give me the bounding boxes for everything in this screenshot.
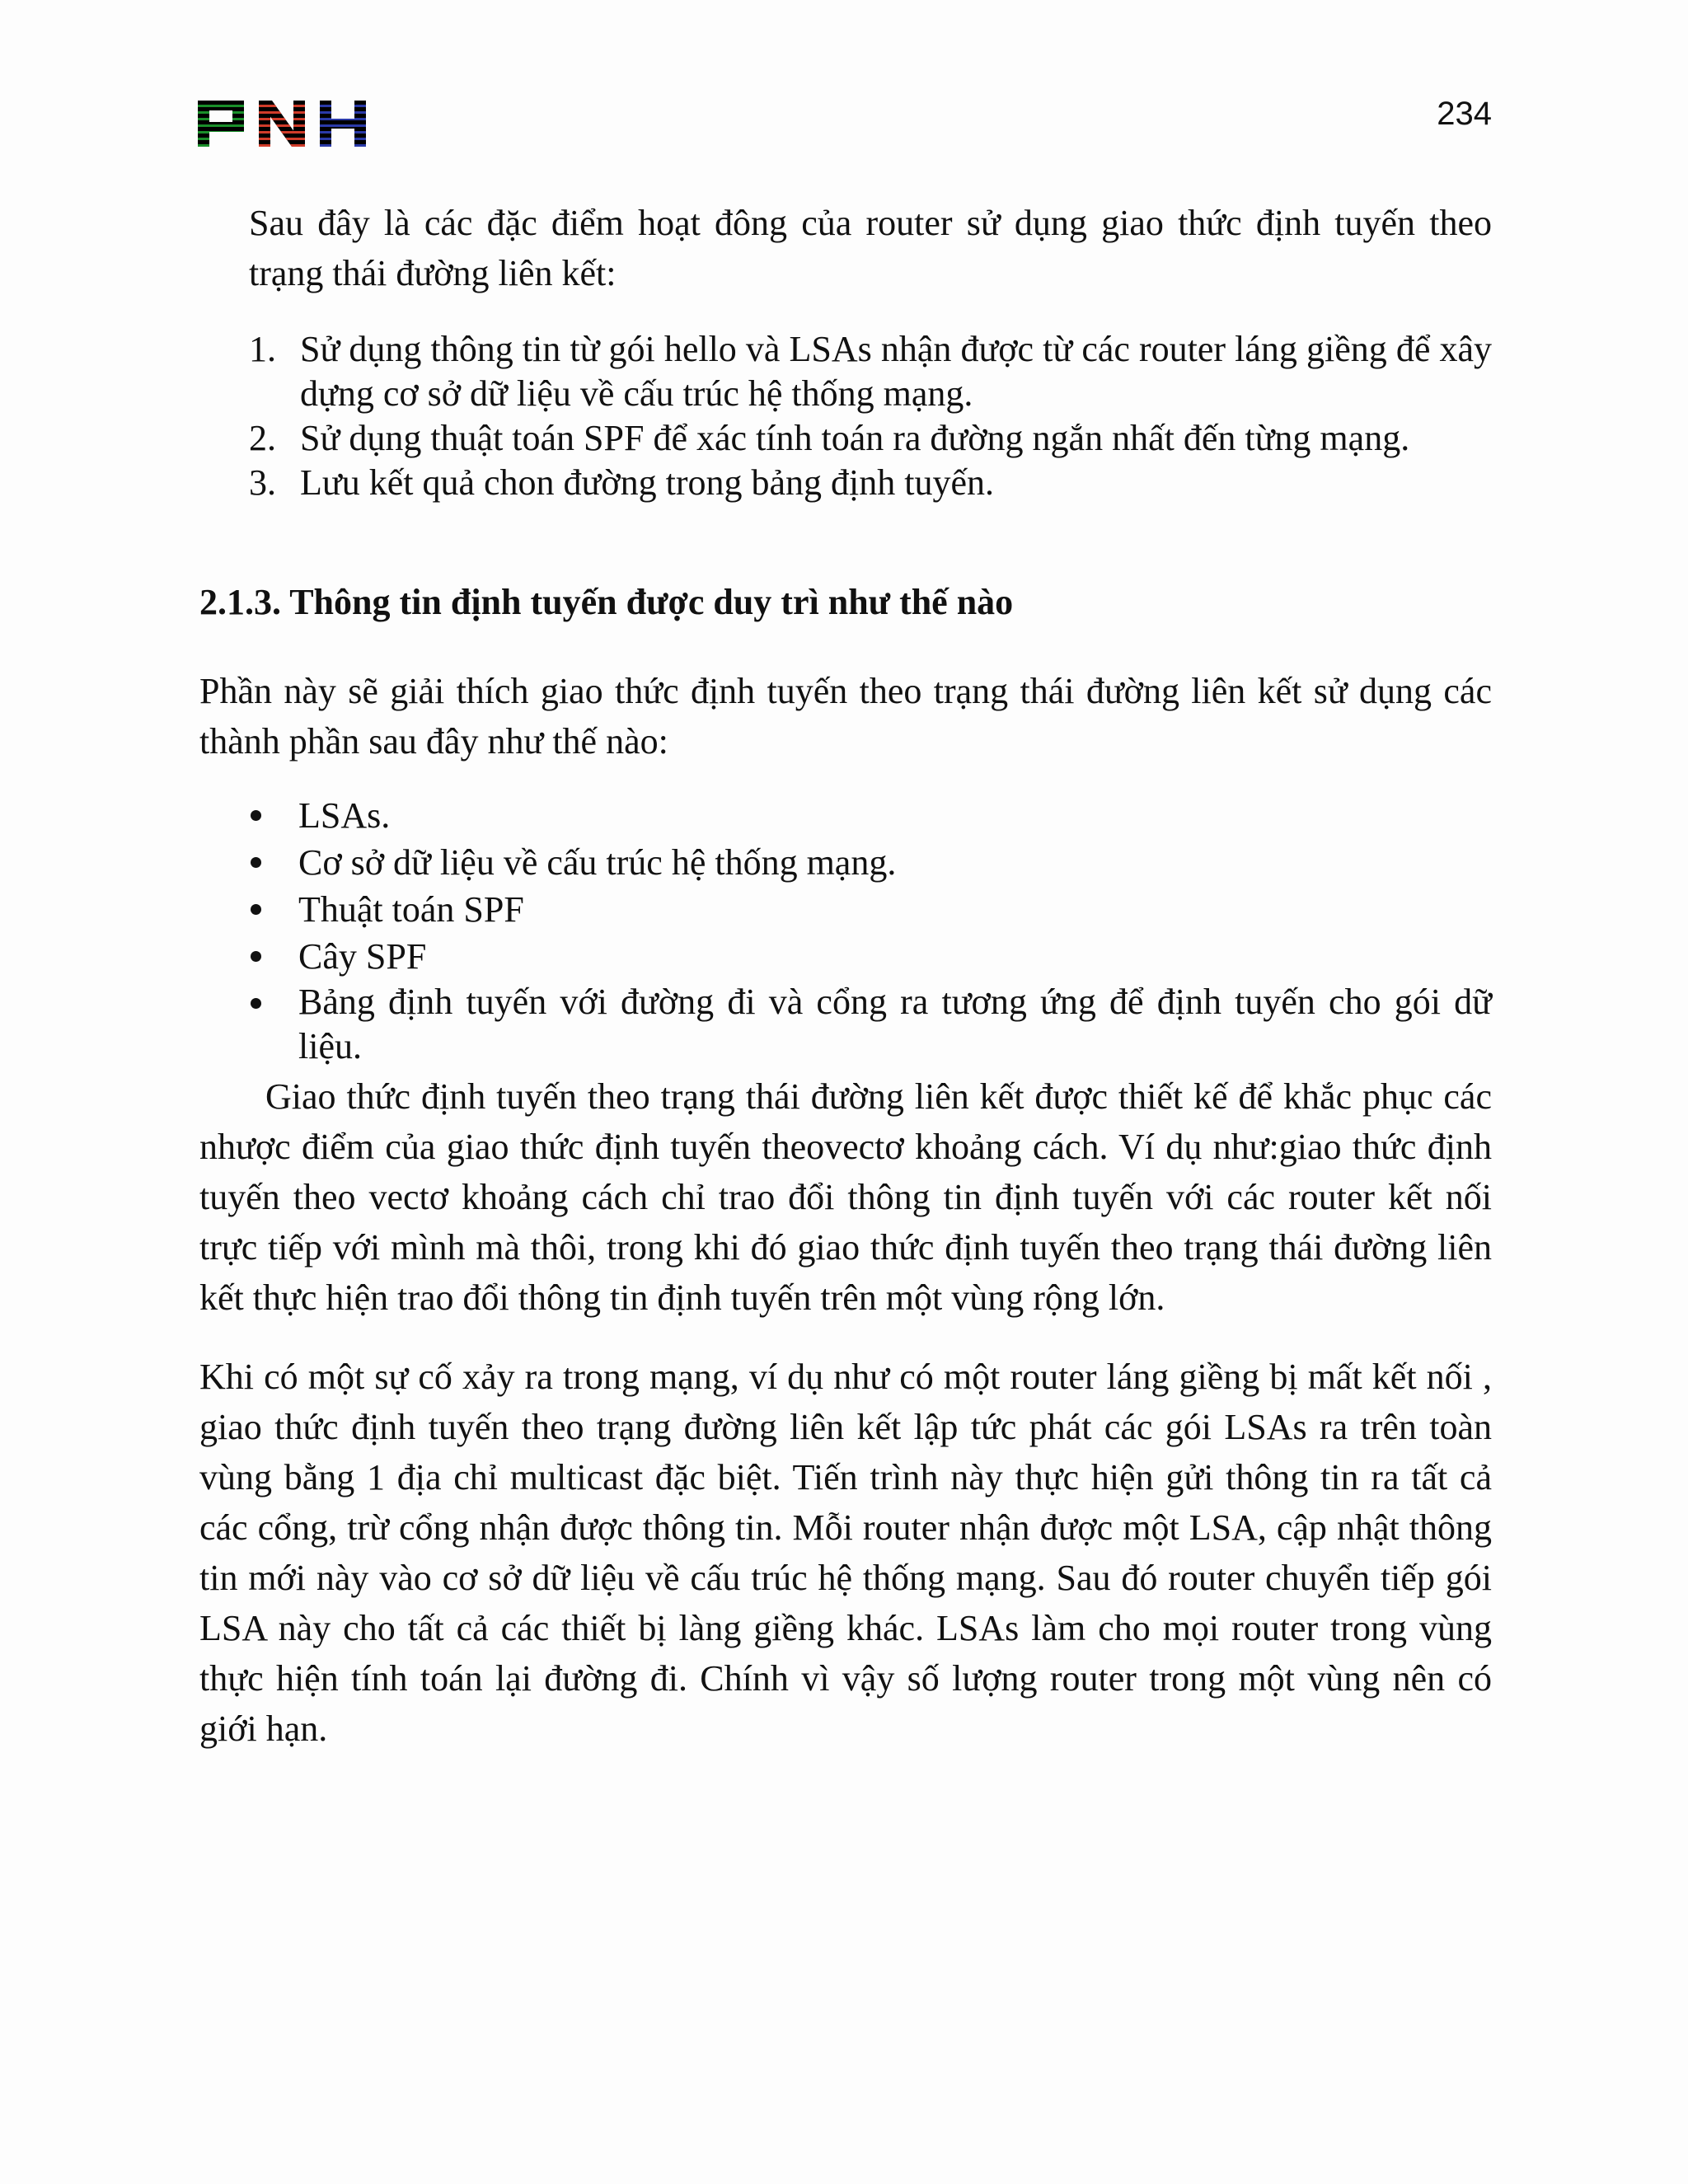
- list-item: [251, 980, 1492, 1069]
- list-number: 3.: [249, 462, 276, 503]
- list-number: 2.: [249, 418, 276, 458]
- bullet-icon: [251, 810, 261, 821]
- body-paragraph: Giao thức định tuyến theo trạng thái đường liên kết được thiết kế để khắc phục các nhược điểm của giao thức định tuyến theovectơ khoảng cách. Ví dụ như:giao thức định tuyến theo vectơ khoảng cách chỉ trao đổi thông tin định tuyến với các router kết nối trực tiếp với mình mà thôi, trong khi đó giao thức định tuyến theo trạng thái đường liên kết thực hiện trao đổi thông tin định tuyến trên một vùng rộng lớn.: [199, 1076, 1492, 1318]
- list-item: [249, 327, 1492, 416]
- list-item: [251, 886, 1492, 933]
- bullet-icon: [251, 904, 261, 915]
- list-number: 1.: [249, 329, 276, 369]
- list-item: [251, 839, 1492, 886]
- steps-list: [199, 327, 1492, 505]
- list-item-text: Thuật toán SPF: [298, 889, 524, 930]
- components-list: [199, 792, 1492, 1069]
- page-number: 234: [1437, 96, 1492, 132]
- bullet-icon: [251, 857, 261, 868]
- list-item: [249, 416, 1492, 461]
- body-paragraph: Khi có một sự cố xảy ra trong mạng, ví dụ như có một router láng giềng bị mất kết nối , giao thức định tuyến theo trạng đường liên kết lập tức phát các gói LSAs ra trên toàn vùng bằng 1 địa chỉ multicast đặc biệt. Tiến trình này thực hiện gửi thông tin ra tất cả các cổng, trừ cổng nhận được thông tin. Mỗi router nhận được một LSA, cập nhật thông tin mới này vào cơ sở dữ liệu về cấu trúc hệ thống mạng. Sau đó router chuyển tiếp gói LSA này cho tất cả các thiết bị làng giềng khác. LSAs làm cho mọi router trong vùng thực hiện tính toán lại đường đi. Chính vì vậy số lượng router trong một vùng nên có giới hạn.: [199, 1357, 1492, 1749]
- pnh-logo: [198, 101, 366, 151]
- list-item-text: Sử dụng thuật toán SPF để xác tính toán ra đường ngắn nhất đến từng mạng.: [300, 418, 1410, 458]
- list-item: [249, 461, 1492, 505]
- lead-paragraph: Phần này sẽ giải thích giao thức định tuyến theo trạng thái đường liên kết sử dụng các thành phần sau đây như thế nào:: [199, 671, 1492, 762]
- list-item-text: Cây SPF: [298, 936, 427, 977]
- list-item: [251, 933, 1492, 980]
- bullet-icon: [251, 998, 261, 1009]
- page-content: [199, 198, 1492, 1754]
- list-item-text: Cơ sở dữ liệu về cấu trúc hệ thống mạng.: [298, 842, 897, 883]
- list-item: [251, 792, 1492, 839]
- list-item-text: Lưu kết quả chon đường trong bảng định tuyến.: [300, 462, 995, 503]
- list-item-text: Sử dụng thông tin từ gói hello và LSAs nhận được từ các router láng giềng để xây dựng cơ sở dữ liệu về cấu trúc hệ thống mạng.: [300, 329, 1492, 414]
- list-item-text: Bảng định tuyến với đường đi và cổng ra tương ứng để định tuyến cho gói dữ liệu.: [298, 982, 1492, 1066]
- intro-paragraph: Sau đây là các đặc điểm hoạt đông của router sử dụng giao thức định tuyến theo trạng thái đường liên kết:: [249, 203, 1492, 293]
- list-item-text: LSAs.: [298, 795, 391, 836]
- bullet-icon: [251, 951, 261, 962]
- section-heading: 2.1.3. Thông tin định tuyến được duy trì như thế nào: [199, 582, 1014, 622]
